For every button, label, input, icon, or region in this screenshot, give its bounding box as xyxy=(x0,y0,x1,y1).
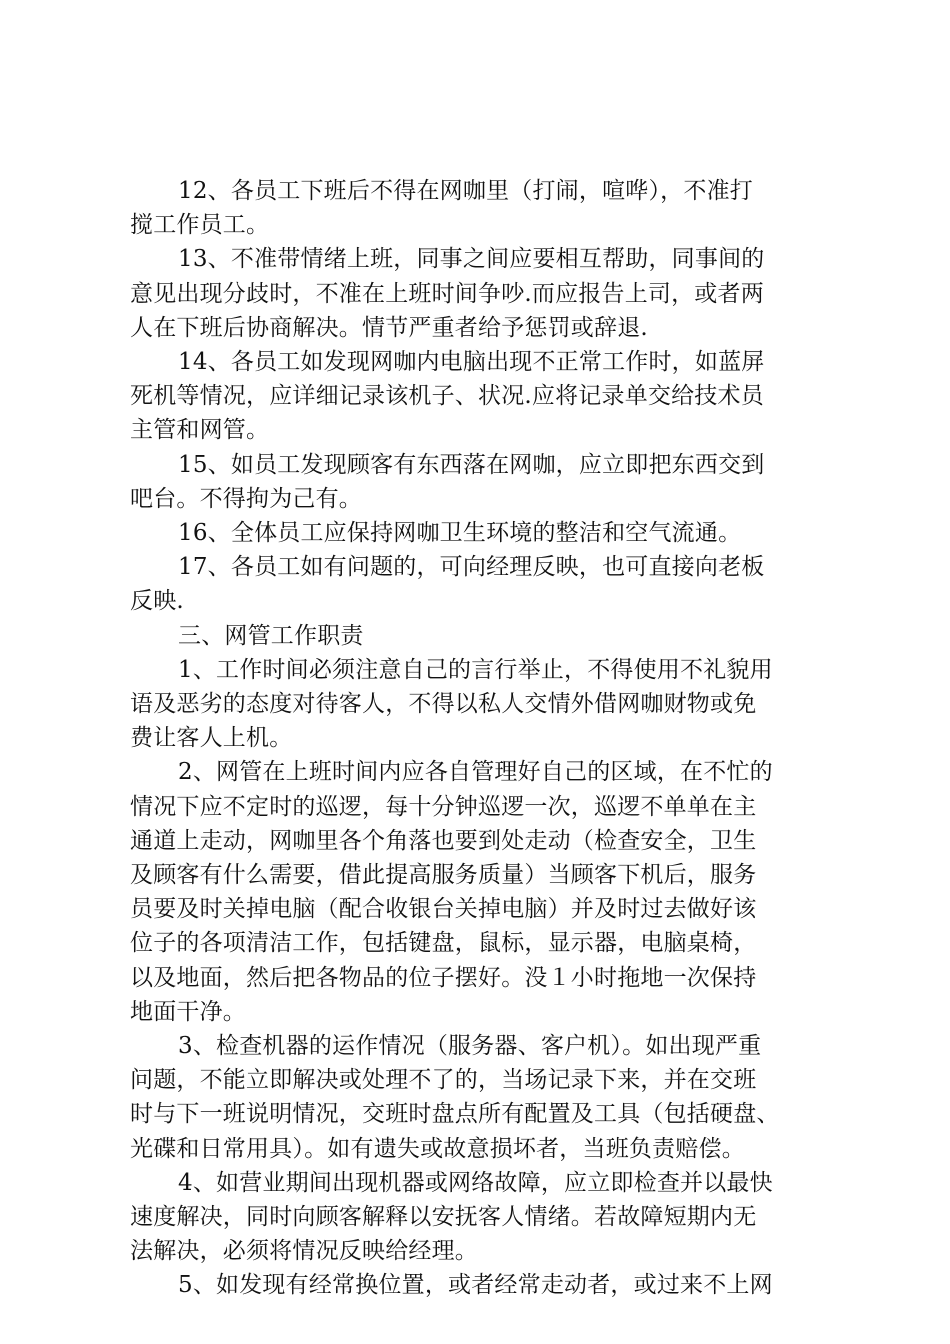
text-line: 速度解决，同时向顾客解释以安抚客人情绪。若故障短期内无 xyxy=(130,1204,757,1230)
text-line: 12、各员工下班后不得在网咖里（打闹，喧哗），不准打 xyxy=(178,178,753,204)
text-line: 搅工作员工。 xyxy=(130,212,270,239)
text-line: 情况下应不定时的巡逻，每十分钟巡逻一次，巡逻不单单在主 xyxy=(130,793,757,820)
text-line: 费让客人上机。 xyxy=(130,725,293,752)
text-line: 通道上走动，网咖里各个角落也要到处走动（检查安全，卫生 xyxy=(130,827,757,854)
text-line: 5、如发现有经常换位置，或者经常走动者，或过来不上网 xyxy=(178,1272,773,1299)
text-line: 13、不准带情绪上班，同事之间应要相互帮助，同事间的 xyxy=(178,246,765,273)
text-line: 14、各员工如发现网咖内电脑出现不正常工作时，如蓝屏 xyxy=(178,349,765,375)
text-line: 以及地面，然后把各物品的位子摆好。没１小时拖地一次保持 xyxy=(130,964,757,991)
text-line: 4、如营业期间出现机器或网络故障，应立即检查并以最快 xyxy=(178,1169,773,1196)
text-line: 吧台。不得拘为己有。 xyxy=(130,485,362,512)
text-line: 三、网管工作职责 xyxy=(178,622,364,649)
text-line: 16、全体员工应保持网咖卫生环境的整洁和空气流通。 xyxy=(178,520,742,546)
text-line: 17、各员工如有问题的，可向经理反映，也可直接向老板 xyxy=(178,554,765,581)
text-line: 问题，不能立即解决或处理不了的，当场记录下来，并在交班 xyxy=(130,1067,757,1094)
text-line: 人在下班后协商解决。情节严重者给予惩罚或辞退. xyxy=(130,314,648,341)
text-line: 1、工作时间必须注意自己的言行举止，不得使用不礼貌用 xyxy=(178,656,773,683)
text-line: 光碟和日常用具）。如有遗失或故意损坏者，当班负责赔偿。 xyxy=(130,1135,745,1162)
text-line: 法解决，必须将情况反映给经理。 xyxy=(130,1238,478,1265)
text-line: 反映. xyxy=(130,588,184,615)
text-line: 意见出现分歧时，不准在上班时间争吵.而应报告上司，或者两 xyxy=(130,280,764,307)
text-line: 员要及时关掉电脑（配合收银台关掉电脑）并及时过去做好该 xyxy=(130,896,757,923)
text-line: 时与下一班说明情况，交班时盘点所有配置及工具（包括硬盘、 xyxy=(130,1101,780,1128)
text-line: 位子的各项清洁工作，包括键盘，鼠标，显示器，电脑桌椅， xyxy=(130,930,757,957)
text-line: 语及恶劣的态度对待客人，不得以私人交情外借网咖财物或免 xyxy=(130,691,757,717)
text-line: 及顾客有什么需要，借此提高服务质量）当顾客下机后，服务 xyxy=(130,862,757,888)
text-line: 地面干净。 xyxy=(130,998,246,1025)
text-line: 15、如员工发现顾客有东西落在网咖，应立即把东西交到 xyxy=(178,451,765,478)
text-line: 主管和网管。 xyxy=(130,417,270,444)
text-line: 死机等情况，应详细记录该机子、状况.应将记录单交给技术员 xyxy=(130,383,764,410)
text-line: 3、检查机器的运作情况（服务器、客户机）。如出现严重 xyxy=(178,1033,762,1059)
text-line: 2、网管在上班时间内应各自管理好自己的区域，在不忙的 xyxy=(178,759,773,786)
